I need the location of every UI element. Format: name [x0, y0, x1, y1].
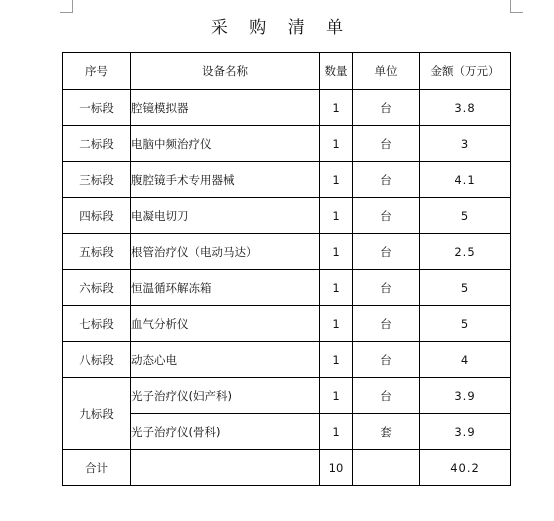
row-name: 根管治疗仪（电动马达） — [131, 234, 320, 270]
page-corner-mark-right — [510, 0, 523, 13]
row-name: 光子治疗仪(骨科) — [131, 414, 320, 450]
row-qty: 1 — [320, 234, 353, 270]
row-amount: 3.8 — [420, 90, 511, 126]
row-amount: 3 — [420, 126, 511, 162]
header-unit: 单位 — [353, 53, 420, 90]
table-row — [63, 90, 511, 126]
row-unit: 台 — [353, 162, 420, 198]
row-qty: 1 — [320, 414, 353, 450]
table-row — [63, 198, 511, 234]
row-amount: 3.9 — [420, 414, 511, 450]
table-row — [63, 234, 511, 270]
row-name: 电脑中频治疗仪 — [131, 126, 320, 162]
row-index: 五标段 — [63, 234, 131, 270]
row-amount: 3.9 — [420, 378, 511, 414]
row-name: 血气分析仪 — [131, 306, 320, 342]
row-name: 恒温循环解冻箱 — [131, 270, 320, 306]
table-row — [63, 126, 511, 162]
procurement-table — [62, 52, 511, 486]
row-name: 腔镜模拟器 — [131, 90, 320, 126]
row-index: 四标段 — [63, 198, 131, 234]
row-qty: 1 — [320, 162, 353, 198]
total-qty: 10 — [320, 450, 353, 486]
total-amount: 40.2 — [420, 450, 511, 486]
row-unit: 台 — [353, 126, 420, 162]
row-index: 一标段 — [63, 90, 131, 126]
group-index: 九标段 — [63, 378, 131, 450]
total-unit-empty — [353, 450, 420, 486]
row-amount: 5 — [420, 306, 511, 342]
header-qty: 数量 — [320, 53, 353, 90]
row-name: 腹腔镜手术专用器械 — [131, 162, 320, 198]
row-unit: 台 — [353, 234, 420, 270]
row-unit: 套 — [353, 414, 420, 450]
row-name: 电凝电切刀 — [131, 198, 320, 234]
row-unit: 台 — [353, 378, 420, 414]
row-unit: 台 — [353, 270, 420, 306]
table-row — [63, 162, 511, 198]
table-row — [63, 270, 511, 306]
row-amount: 4 — [420, 342, 511, 378]
row-unit: 台 — [353, 90, 420, 126]
row-unit: 台 — [353, 306, 420, 342]
header-name: 设备名称 — [131, 53, 320, 90]
row-unit: 台 — [353, 198, 420, 234]
row-index: 八标段 — [63, 342, 131, 378]
document-title: 采 购 清 单 — [210, 18, 352, 38]
row-index: 二标段 — [63, 126, 131, 162]
row-amount: 2.5 — [420, 234, 511, 270]
row-qty: 1 — [320, 90, 353, 126]
header-amount: 金额（万元） — [420, 53, 511, 90]
row-qty: 1 — [320, 270, 353, 306]
header-index: 序号 — [63, 53, 131, 90]
row-amount: 4.1 — [420, 162, 511, 198]
row-index: 三标段 — [63, 162, 131, 198]
row-qty: 1 — [320, 342, 353, 378]
table-header-row — [63, 53, 511, 90]
row-qty: 1 — [320, 198, 353, 234]
total-row — [63, 450, 511, 486]
table-row — [63, 378, 511, 414]
row-amount: 5 — [420, 270, 511, 306]
row-amount: 5 — [420, 198, 511, 234]
row-index: 七标段 — [63, 306, 131, 342]
row-name: 光子治疗仪(妇产科) — [131, 378, 320, 414]
row-qty: 1 — [320, 378, 353, 414]
total-name-empty — [131, 450, 320, 486]
page-corner-mark-left — [60, 0, 73, 13]
row-qty: 1 — [320, 306, 353, 342]
table-row — [63, 306, 511, 342]
total-label: 合计 — [63, 450, 131, 486]
table-row — [63, 342, 511, 378]
row-qty: 1 — [320, 126, 353, 162]
row-name: 动态心电 — [131, 342, 320, 378]
row-unit: 台 — [353, 342, 420, 378]
row-index: 六标段 — [63, 270, 131, 306]
table-row — [63, 414, 511, 450]
